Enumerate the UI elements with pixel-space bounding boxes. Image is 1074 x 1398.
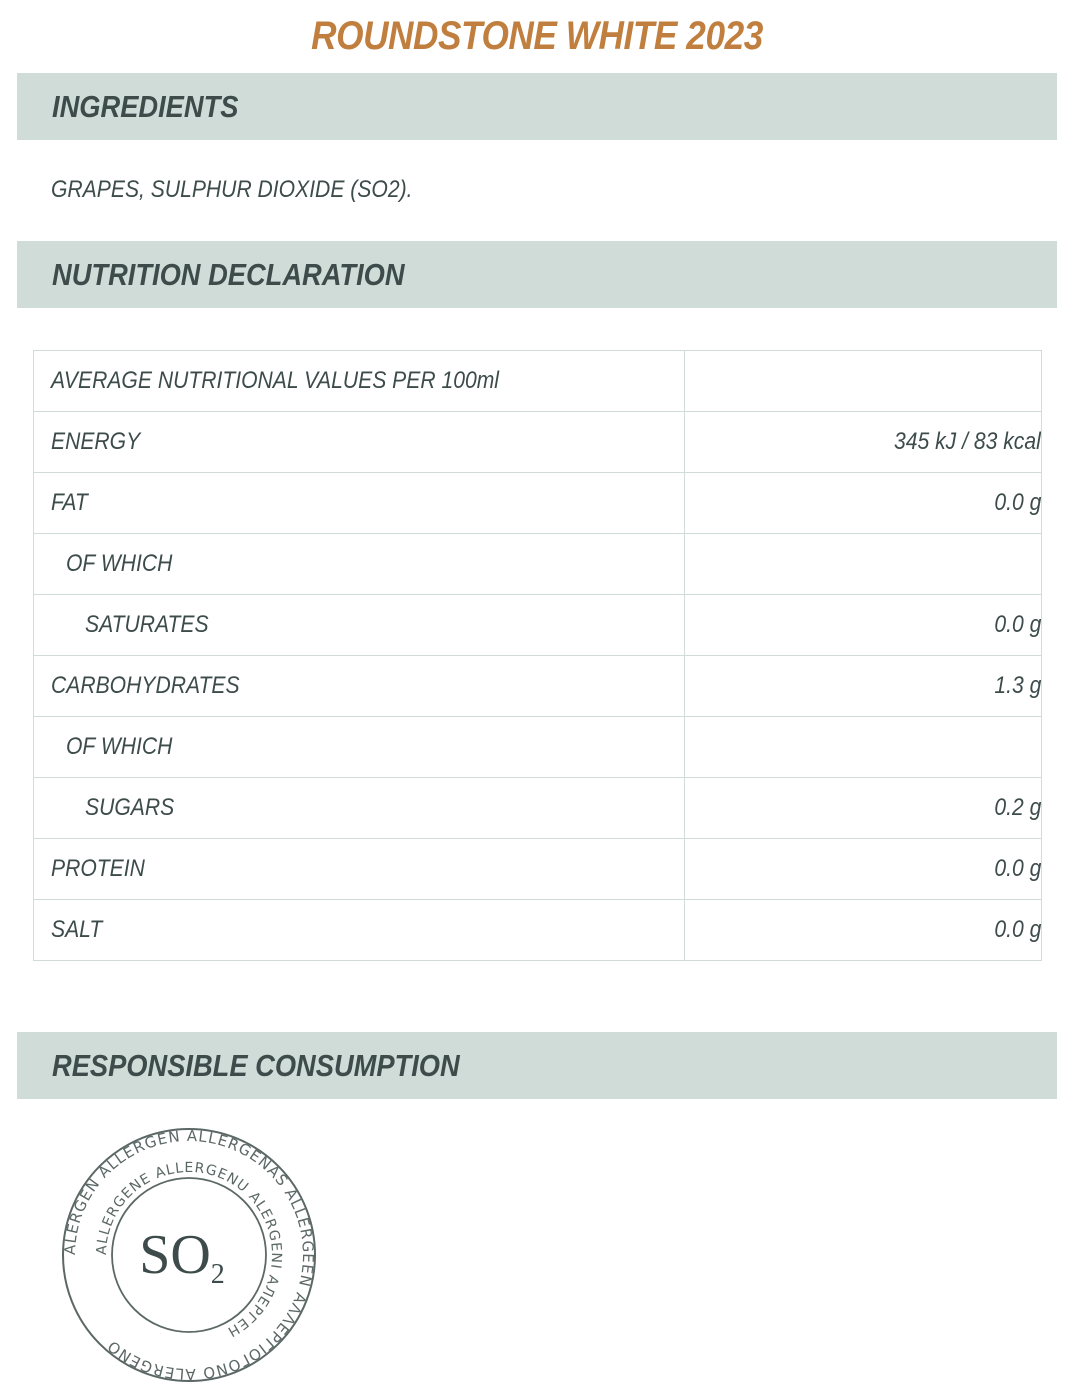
row-label: OF WHICH	[34, 534, 685, 595]
row-value: 1.3 g	[685, 656, 1042, 717]
row-label: FAT	[34, 473, 685, 534]
page-title: ROUNDSTONE WHITE 2023	[311, 14, 763, 58]
row-value: 0.0 g	[685, 900, 1042, 961]
table-row	[34, 595, 1042, 656]
row-label: OF WHICH	[34, 717, 685, 778]
svg-text:SO2	[139, 1224, 225, 1290]
row-value	[685, 351, 1042, 412]
row-label: AVERAGE NUTRITIONAL VALUES PER 100ml	[34, 351, 685, 412]
table-row	[34, 351, 1042, 412]
table-row	[34, 473, 1042, 534]
row-label: SATURATES	[34, 595, 685, 656]
row-value: 0.0 g	[685, 595, 1042, 656]
ingredients-heading: INGREDIENTS	[52, 89, 239, 124]
row-value	[685, 534, 1042, 595]
table-row	[34, 900, 1042, 961]
row-value: 0.0 g	[685, 839, 1042, 900]
row-value: 0.0 g	[685, 473, 1042, 534]
seal-outer-ring: ALERGEN ALLERGEN ALLERGENAS ALLERGEEN ΑΛΛΕΡΓΙΟΓΟΝΟ ALERGENO	[60, 1127, 318, 1383]
nutrition-header	[17, 241, 1057, 308]
responsible-heading: RESPONSIBLE CONSUMPTION	[52, 1048, 460, 1083]
row-value	[685, 717, 1042, 778]
row-label: SALT	[34, 900, 685, 961]
ingredients-list: GRAPES, SULPHUR DIOXIDE (SO2).	[51, 176, 413, 203]
row-label: CARBOHYDRATES	[34, 656, 685, 717]
row-value: 345 kJ / 83 kcal	[685, 412, 1042, 473]
row-value: 0.2 g	[685, 778, 1042, 839]
table-row	[34, 656, 1042, 717]
ingredients-header	[17, 73, 1057, 140]
row-label: ENERGY	[34, 412, 685, 473]
row-label: SUGARS	[34, 778, 685, 839]
seal-inner-ring: ALLERGENE ALLERGENU ALERGENI АЛЕРГЕН	[93, 1159, 285, 1340]
seal-center-text: SO	[139, 1224, 211, 1286]
table-row	[34, 839, 1042, 900]
nutrition-table	[33, 350, 1042, 961]
seal-center-subscript: 2	[210, 1259, 225, 1290]
table-row	[34, 717, 1042, 778]
table-row	[34, 534, 1042, 595]
so2-allergen-seal-icon	[56, 1127, 322, 1383]
responsible-header	[17, 1032, 1057, 1099]
row-label: PROTEIN	[34, 839, 685, 900]
nutrition-heading: NUTRITION DECLARATION	[52, 257, 405, 292]
table-row	[34, 778, 1042, 839]
table-row	[34, 412, 1042, 473]
